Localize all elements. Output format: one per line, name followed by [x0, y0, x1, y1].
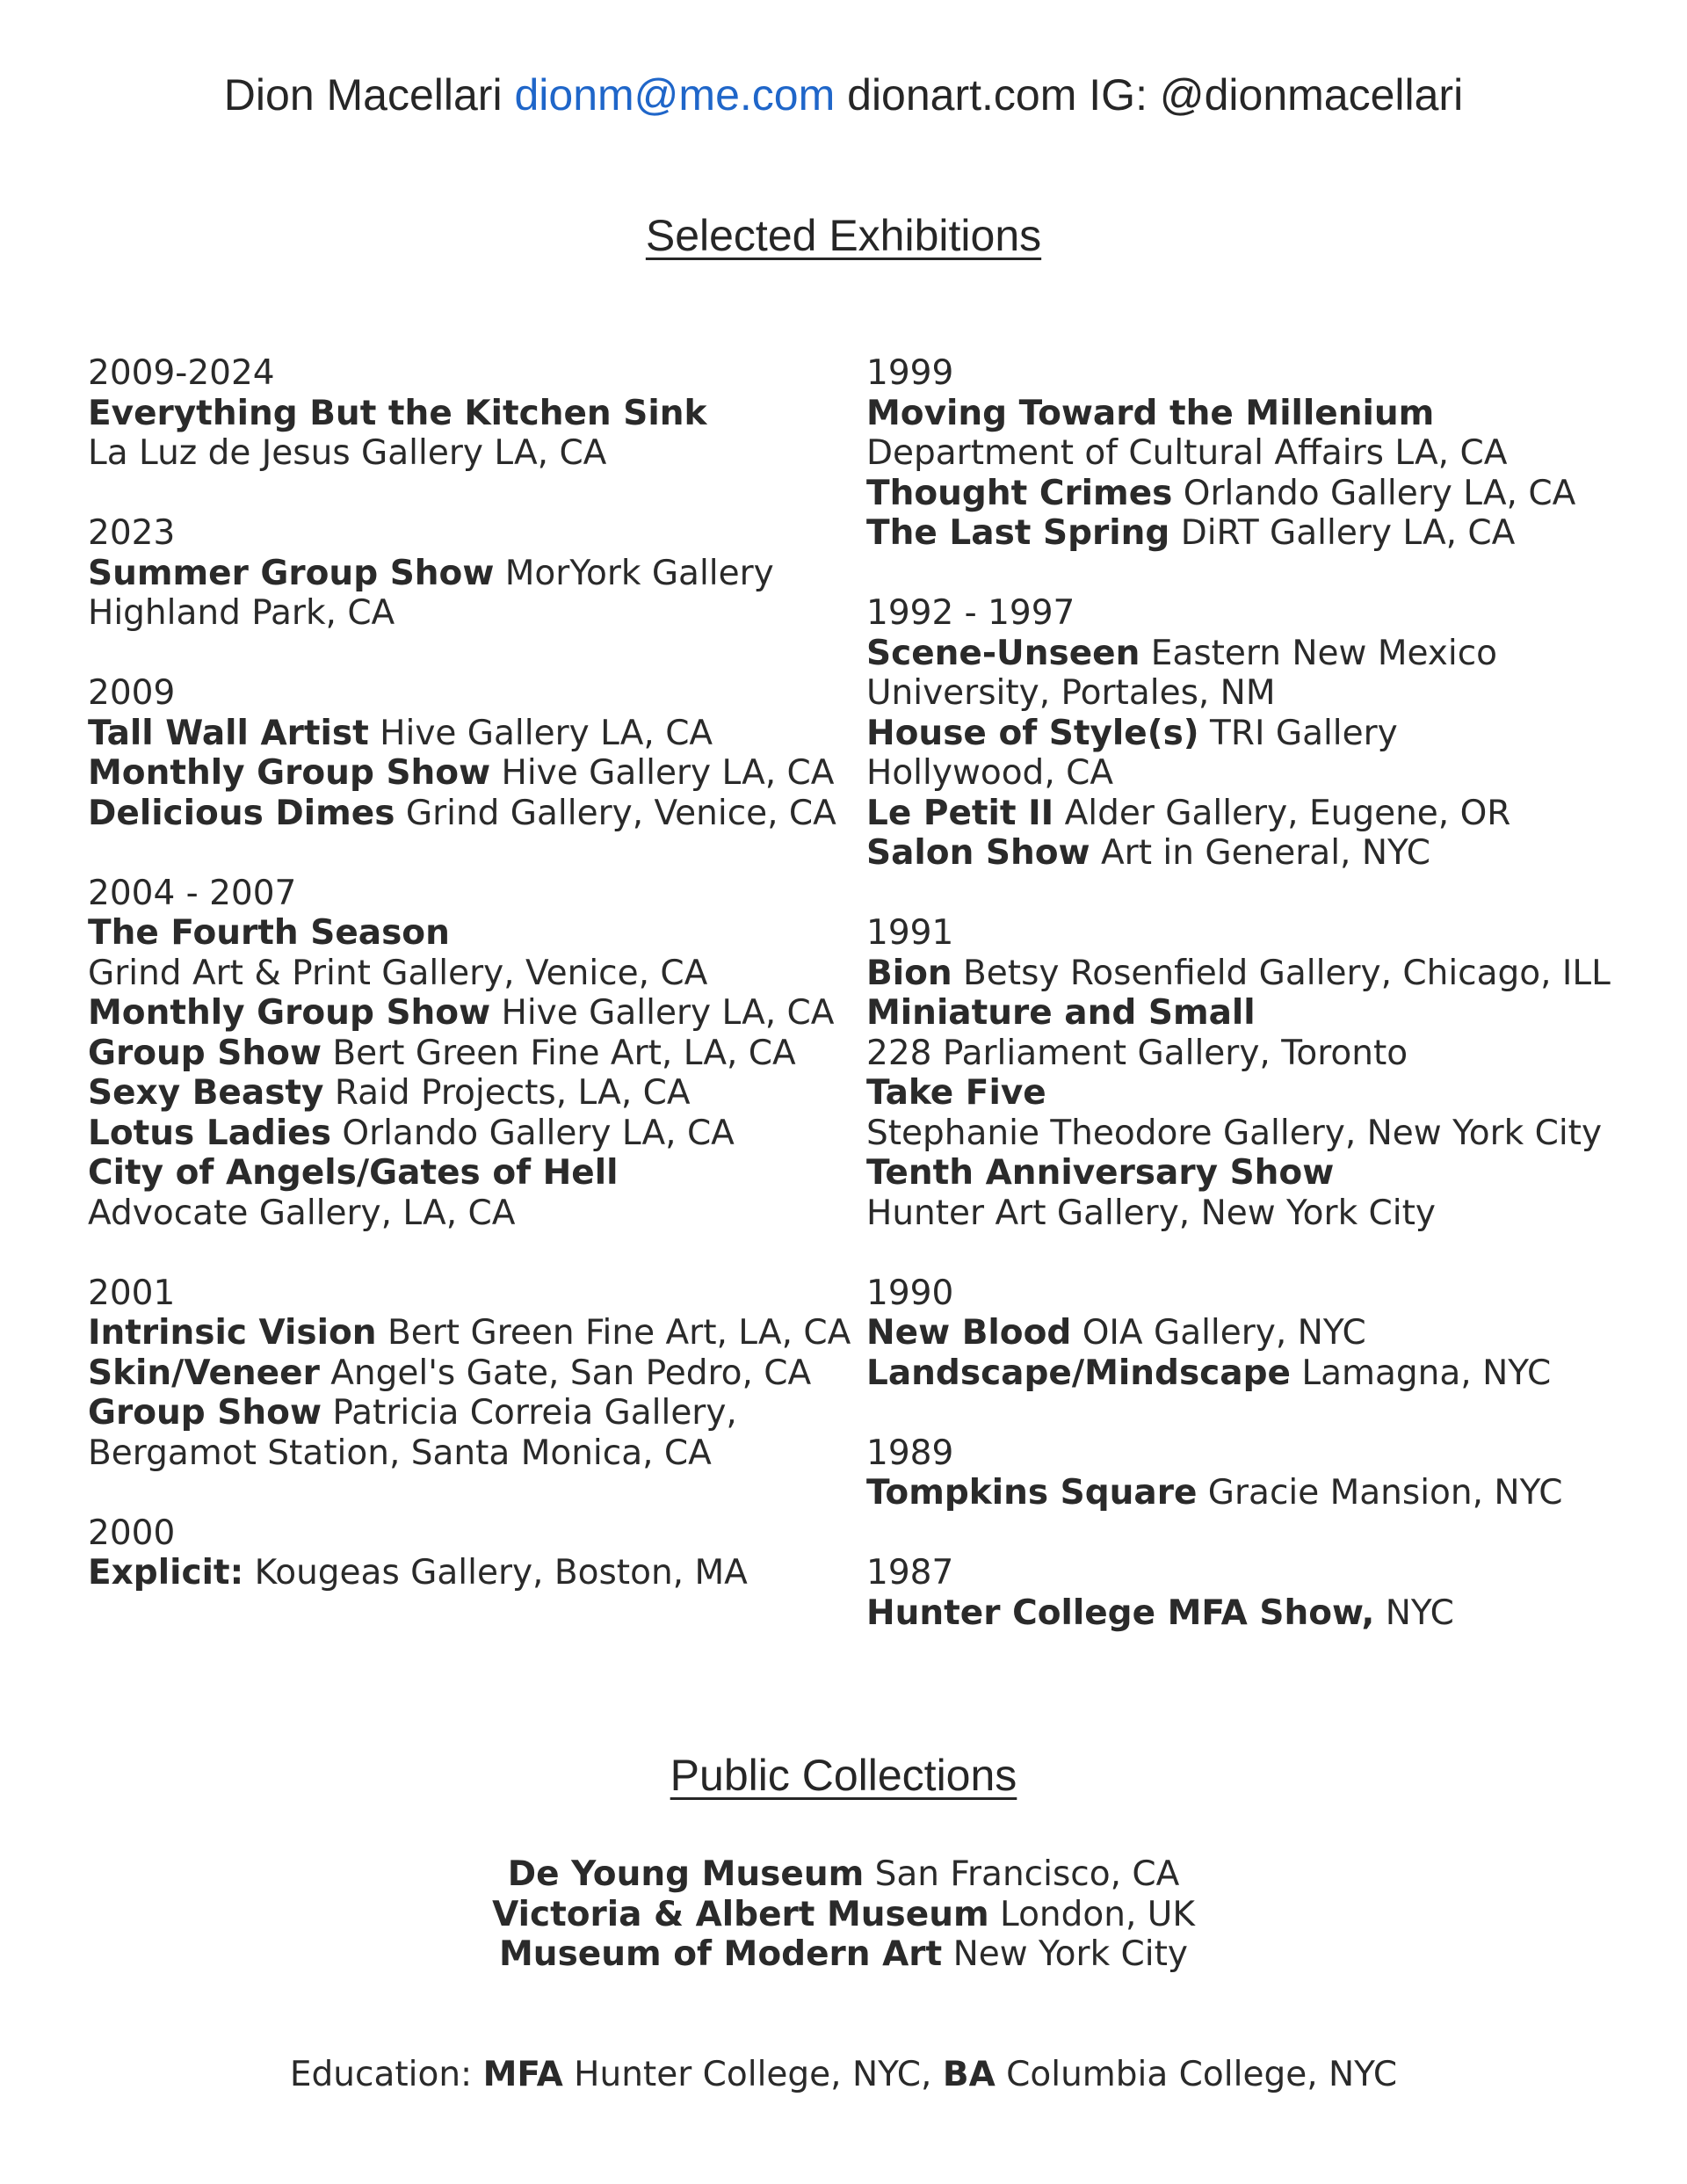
- exhibition-title: New Blood: [866, 1313, 1072, 1353]
- exhibitions-right-column: [866, 353, 1657, 1673]
- exhibition-venue: Betsy Rosenfield Gallery, Chicago, ILL: [952, 953, 1611, 993]
- exhibition-entry: [866, 753, 1657, 794]
- exhibition-title: Miniature and Small: [866, 993, 1256, 1033]
- exhibition-venue: Kougeas Gallery, Boston, MA: [243, 1553, 748, 1593]
- exhibition-entry: [88, 554, 844, 594]
- exhibition-year-block: [866, 353, 1657, 554]
- exhibition-year-block: [866, 1553, 1657, 1633]
- exhibition-year: 2001: [88, 1273, 176, 1313]
- exhibition-title: Everything But the Kitchen Sink: [88, 393, 707, 433]
- exhibition-title: Monthly Group Show: [88, 993, 491, 1033]
- exhibition-venue: Eastern New Mexico: [1140, 633, 1498, 673]
- exhibition-title: Group Show: [88, 1033, 322, 1073]
- exhibition-title: Summer Group Show: [88, 553, 495, 593]
- exhibition-year-block: [88, 874, 844, 1234]
- exhibition-venue: TRI Gallery: [1198, 713, 1398, 753]
- museum-location: San Francisco, CA: [864, 1854, 1180, 1894]
- exhibition-title: Lotus Ladies: [88, 1113, 331, 1153]
- exhibition-venue: Bergamot Station, Santa Monica, CA: [88, 1433, 712, 1473]
- exhibition-venue: University, Portales, NM: [866, 673, 1276, 713]
- exhibition-entry: [866, 1194, 1657, 1234]
- exhibition-entry: [866, 394, 1657, 434]
- exhibition-year-block: [866, 1273, 1657, 1394]
- exhibition-year: 2004 - 2007: [88, 873, 297, 913]
- exhibitions-left-column: [88, 353, 851, 1633]
- exhibitions-heading: Selected Exhibitions: [645, 211, 1042, 260]
- exhibition-entry: [866, 1313, 1657, 1353]
- exhibition-title: Landscape/Mindscape: [866, 1353, 1291, 1393]
- exhibition-title: Tompkins Square: [866, 1473, 1198, 1513]
- exhibition-entry: [866, 513, 1657, 554]
- exhibition-venue: La Luz de Jesus Gallery LA, CA: [88, 433, 607, 473]
- exhibition-venue: Art in General, NYC: [1090, 833, 1430, 873]
- exhibition-year: 2000: [88, 1513, 176, 1553]
- exhibition-year: 1990: [866, 1273, 954, 1313]
- exhibition-entry: [88, 1433, 844, 1474]
- exhibition-title: Le Petit II: [866, 793, 1054, 833]
- exhibition-venue: Hive Gallery LA, CA: [490, 993, 835, 1033]
- exhibition-year: 1987: [866, 1553, 954, 1593]
- exhibition-title: Monthly Group Show: [88, 753, 491, 793]
- exhibition-title: The Last Spring: [866, 513, 1170, 553]
- artist-name: Dion Macellari: [223, 70, 503, 120]
- museum-name: Museum of Modern Art: [499, 1934, 943, 1974]
- exhibition-entry: [88, 593, 844, 634]
- exhibition-entry: [88, 954, 844, 994]
- exhibition-year: 2023: [88, 513, 176, 553]
- exhibition-venue: Angel's Gate, San Pedro, CA: [319, 1353, 812, 1393]
- exhibition-entry: [88, 1313, 851, 1353]
- exhibition-entry: [88, 1353, 844, 1394]
- exhibition-venue: Department of Cultural Affairs LA, CA: [866, 433, 1508, 473]
- exhibition-entry: [88, 913, 844, 954]
- exhibition-venue: Hunter Art Gallery, New York City: [866, 1193, 1436, 1233]
- exhibition-venue: Advocate Gallery, LA, CA: [88, 1193, 516, 1233]
- school-hunter: Hunter College, NYC,: [562, 2055, 943, 2094]
- exhibition-venue: MorYork Gallery: [494, 553, 774, 593]
- exhibition-venue: 228 Parliament Gallery, Toronto: [866, 1033, 1408, 1073]
- exhibition-entry: [88, 1553, 844, 1593]
- exhibition-venue: Stephanie Theodore Gallery, New York City: [866, 1113, 1603, 1153]
- exhibition-entry: [866, 634, 1657, 674]
- museum-location: New York City: [942, 1934, 1188, 1974]
- exhibition-title: Tall Wall Artist: [88, 713, 369, 753]
- exhibition-year-block: [88, 1273, 851, 1474]
- exhibition-title: Thought Crimes: [866, 473, 1173, 513]
- exhibition-title: Delicious Dimes: [88, 793, 395, 833]
- exhibition-venue: DiRT Gallery LA, CA: [1169, 513, 1516, 553]
- exhibition-venue: Hive Gallery LA, CA: [368, 713, 713, 753]
- degree-ba: BA: [942, 2055, 996, 2094]
- exhibition-year: 1989: [866, 1433, 954, 1473]
- exhibition-title: Take Five: [866, 1073, 1046, 1113]
- exhibition-entry: [88, 1393, 844, 1433]
- exhibition-entry: [866, 673, 1657, 714]
- email-link[interactable]: dionm@me.com: [514, 70, 836, 120]
- education-label: Education:: [289, 2055, 483, 2094]
- exhibition-entry: [88, 993, 844, 1034]
- exhibition-year: 1999: [866, 353, 954, 393]
- exhibition-venue: Orlando Gallery LA, CA: [1172, 473, 1576, 513]
- exhibition-year-block: [88, 1513, 844, 1593]
- exhibition-title: Group Show: [88, 1393, 322, 1433]
- exhibition-entry: [866, 1353, 1657, 1394]
- museum-name: De Young Museum: [507, 1854, 865, 1894]
- exhibition-venue: Bert Green Fine Art, LA, CA: [321, 1033, 796, 1073]
- exhibition-entry: [866, 1593, 1657, 1634]
- exhibition-title: City of Angels/Gates of Hell: [88, 1153, 619, 1193]
- exhibition-year-block: [866, 913, 1657, 1233]
- education-line: [0, 2055, 1687, 2095]
- exhibition-year-block: [88, 513, 844, 634]
- exhibition-title: Intrinsic Vision: [88, 1313, 377, 1353]
- exhibition-year-block: [866, 593, 1657, 874]
- exhibition-year: 2009-2024: [88, 353, 275, 393]
- exhibition-venue: Hollywood, CA: [866, 753, 1114, 793]
- collection-entry: [0, 1854, 1687, 1895]
- exhibition-venue: NYC: [1374, 1593, 1454, 1633]
- exhibition-venue: Patricia Correia Gallery,: [321, 1393, 737, 1433]
- exhibition-venue: Bert Green Fine Art, LA, CA: [376, 1313, 851, 1353]
- exhibition-entry: [88, 433, 844, 474]
- collections-heading: Public Collections: [670, 1751, 1017, 1800]
- exhibition-title: Bion: [866, 953, 952, 993]
- school-columbia: Columbia College, NYC: [995, 2055, 1398, 2094]
- contact-header: [0, 67, 1687, 123]
- exhibition-year: 1991: [866, 913, 954, 953]
- exhibition-entry: [88, 1073, 844, 1114]
- exhibition-entry: [866, 1034, 1657, 1074]
- exhibition-title: Scene-Unseen: [866, 633, 1140, 673]
- exhibition-title: Explicit:: [88, 1553, 244, 1593]
- exhibition-entry: [88, 714, 844, 754]
- exhibition-entry: [88, 394, 844, 434]
- museum-name: Victoria & Albert Museum: [492, 1894, 989, 1934]
- collection-entry: [0, 1934, 1687, 1975]
- exhibition-venue: Alder Gallery, Eugene, OR: [1053, 793, 1511, 833]
- exhibition-year-block: [88, 673, 844, 833]
- exhibition-entry: [866, 474, 1657, 514]
- exhibition-entry: [866, 433, 1657, 474]
- exhibition-entry: [88, 1194, 844, 1234]
- exhibition-entry: [866, 794, 1657, 834]
- exhibition-entry: [866, 714, 1657, 754]
- exhibition-entry: [866, 1114, 1657, 1154]
- exhibition-venue: Highland Park, CA: [88, 593, 395, 633]
- exhibition-entry: [866, 833, 1657, 874]
- exhibition-entry: [88, 1153, 844, 1194]
- exhibition-entry: [88, 1034, 844, 1074]
- exhibition-entry: [866, 1473, 1657, 1513]
- exhibition-venue: Grind Gallery, Venice, CA: [395, 793, 836, 833]
- exhibition-venue: Lamagna, NYC: [1291, 1353, 1552, 1393]
- exhibition-year-block: [88, 353, 844, 474]
- exhibition-venue: Hive Gallery LA, CA: [490, 753, 835, 793]
- exhibition-title: Moving Toward the Millenium: [866, 393, 1435, 433]
- exhibition-title: Tenth Anniversary Show: [866, 1153, 1335, 1193]
- exhibition-venue: Orlando Gallery LA, CA: [330, 1113, 735, 1153]
- collection-entry: [0, 1895, 1687, 1935]
- exhibition-venue: Gracie Mansion, NYC: [1197, 1473, 1563, 1513]
- exhibition-entry: [866, 1153, 1657, 1194]
- exhibition-venue: Raid Projects, LA, CA: [323, 1073, 691, 1113]
- degree-mfa: MFA: [482, 2055, 563, 2094]
- exhibition-title: Sexy Beasty: [88, 1073, 324, 1113]
- website-link[interactable]: dionart.com: [847, 70, 1077, 120]
- exhibition-venue: OIA Gallery, NYC: [1071, 1313, 1366, 1353]
- exhibition-entry: [88, 1114, 844, 1154]
- exhibition-year: 2009: [88, 673, 176, 713]
- exhibition-title: Hunter College MFA Show,: [866, 1593, 1375, 1633]
- exhibition-title: House of Style(s): [866, 713, 1199, 753]
- exhibition-entry: [88, 753, 844, 794]
- museum-location: London, UK: [988, 1894, 1195, 1934]
- exhibition-entry: [866, 954, 1657, 994]
- exhibition-year-block: [866, 1433, 1657, 1513]
- exhibition-entry: [866, 993, 1657, 1034]
- exhibition-entry: [866, 1073, 1657, 1114]
- exhibition-title: Skin/Veneer: [88, 1353, 320, 1393]
- exhibition-year: 1992 - 1997: [866, 593, 1075, 633]
- exhibition-venue: Grind Art & Print Gallery, Venice, CA: [88, 953, 708, 993]
- exhibition-title: Salon Show: [866, 833, 1090, 873]
- exhibition-title: The Fourth Season: [88, 913, 450, 953]
- instagram-handle: IG: @dionmacellari: [1089, 70, 1464, 120]
- collections-list: [0, 1854, 1687, 1975]
- exhibition-entry: [88, 794, 844, 834]
